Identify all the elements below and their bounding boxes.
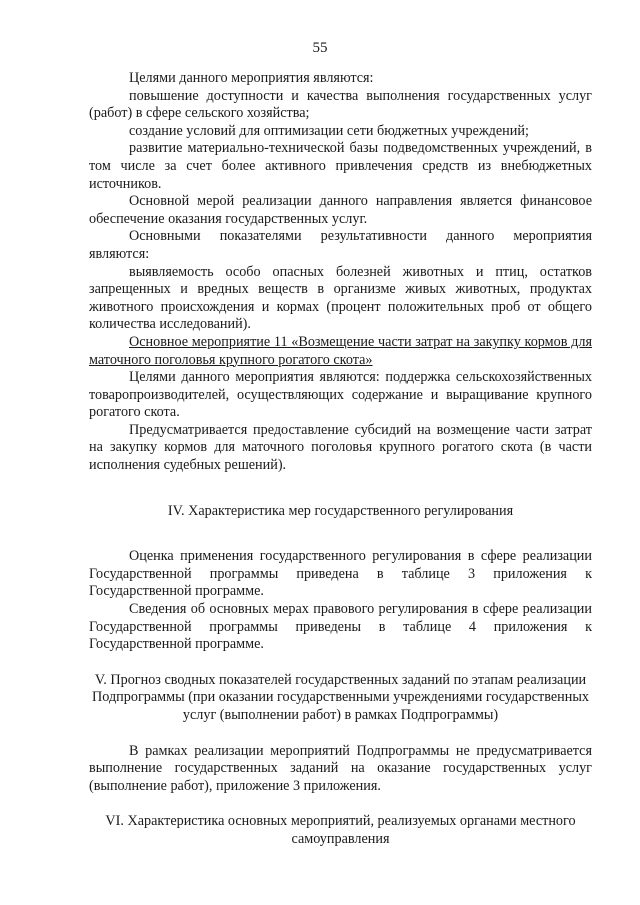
paragraph-regulation-assessment: Оценка применения государственного регулирования в сфере реализации Государственной программы приведена в таблице 3 приложения к Государственной программе. xyxy=(89,548,592,600)
paragraph-legal-regulation: Сведения об основных мерах правового регулирования в сфере реализации Государственной программы приведены в таблице 4 приложения к Государственной программе. xyxy=(89,601,592,653)
section-heading-vi: VI. Характеристика основных мероприятий, реализуемых органами местного самоуправления xyxy=(105,813,576,847)
paragraph-goal-development: развитие материально-технической базы подведомственных учреждений, в том числе за счет более активного привлечения средств из внебюджетных источников. xyxy=(89,140,592,192)
paragraph-event-11-goals: Целями данного мероприятия являются: поддержка сельскохозяйственных товаропроизводителей, осуществляющих содержание и выращивание крупного рогатого скота. xyxy=(89,369,592,421)
paragraph-goals-intro: Целями данного мероприятия являются: xyxy=(129,70,374,86)
section-heading-v: V. Прогноз сводных показателей государственных заданий по этапам реализации Подпрограммы (при оказании государственными учреждениями государственных услуг (выполнении работ) в рамках Подпрограммы) xyxy=(92,671,589,723)
paragraph-main-event-11: Основное мероприятие 11 «Возмещение части затрат на закупку кормов для маточного поголовья крупного рогатого скота» xyxy=(89,333,592,368)
paragraph-indicators-intro: Основными показателями результативности данного мероприятия являются: xyxy=(89,228,592,262)
section-heading-iv: IV. Характеристика мер государственного регулирования xyxy=(167,502,514,519)
paragraph-goal-optimization: создание условий для оптимизации сети бюджетных учреждений; xyxy=(129,122,529,139)
page-number: 55 xyxy=(312,40,328,56)
paragraph-event-11-subsidies: Предусматривается предоставление субсидий на возмещение части затрат на закупку кормов для маточного поголовья крупного рогатого скота (в части исполнения судебных решений). xyxy=(89,421,592,474)
paragraph-state-tasks: В рамках реализации мероприятий Подпрограммы не предусматривается выполнение государственных заданий на оказание государственных услуг (выполнение работ), приложение 3 приложения. xyxy=(89,742,592,794)
document-body xyxy=(89,70,592,849)
paragraph-main-measure: Основной мерой реализации данного направления является финансовое обеспечение оказания государственных услуг. xyxy=(89,193,592,227)
paragraph-indicator-detection: выявляемость особо опасных болезней животных и птиц, остатков запрещенных и вредных веществ в организме живых животных, продуктах животного происхождения и кормах (процент положительных проб от общего количества исследований). xyxy=(89,263,592,333)
paragraph-goal-accessibility: повышение доступности и качества выполнения государственных услуг (работ) в сфере сельского хозяйства; xyxy=(89,87,592,122)
